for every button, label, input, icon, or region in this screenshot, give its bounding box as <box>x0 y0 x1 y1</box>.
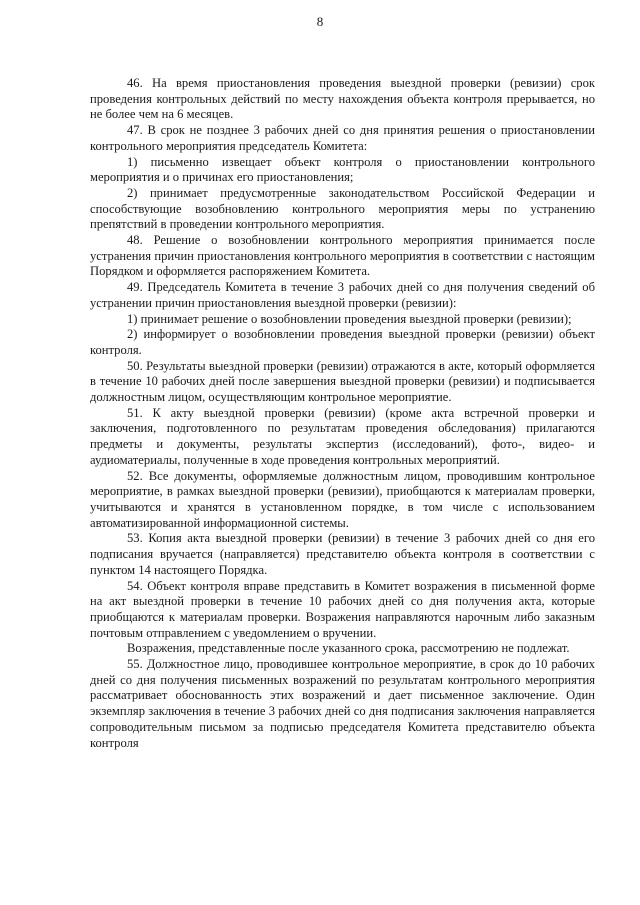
document-body <box>90 76 595 751</box>
paragraph-47: 47. В срок не позднее 3 рабочих дней со дня принятия решения о приостановлении контрольного мероприятия председатель Комитета: <box>90 123 595 153</box>
paragraph-46: 46. На время приостановления проведения выездной проверки (ревизии) срок проведения контрольных действий по месту нахождения объекта контроля прерывается, но не более чем на 6 месяцев. <box>90 76 595 122</box>
paragraph-49-item-1: 1) принимает решение о возобновлении проведения выездной проверки (ревизии); <box>127 311 572 326</box>
paragraph-47-item-1: 1) письменно извещает объект контроля о приостановлении контрольного мероприятия и о причинах его приостановления; <box>90 154 595 185</box>
paragraph-49-item-2: 2) информирует о возобновлении проведения выездной проверки (ревизии) объект контроля. <box>90 327 595 357</box>
paragraph-47-item-2: 2) принимает предусмотренные законодательством Российской Федерации и способствующие возобновлению контрольного мероприятия меры по устранению препятствий в проведении контрольного мероприятия. <box>90 185 595 232</box>
paragraph-55: 55. Должностное лицо, проводившее контрольное мероприятие, в срок до 10 рабочих дней со дня получения письменных возражений по результатам контрольного мероприятия рассматривает обоснованность этих возражений и дает письменное заключение. Один экземпляр заключения в течение 3 рабочих дней со дня подписания заключения направляется сопроводительным письмом за подписью председателя Комитета представителю объекта контроля <box>90 657 595 750</box>
paragraph-52: 52. Все документы, оформляемые должностным лицом, проводившим контрольное мероприятие, в рамках выездной проверки (ревизии), приобщаются к материалам проверки, учитываются и хранятся в установленном порядке, в том числе с использованием автоматизированной информационной системы. <box>90 468 595 530</box>
paragraph-48: 48. Решение о возобновлении контрольного мероприятия принимается после устранения причин приостановления контрольного мероприятия в соответствии с настоящим Порядком и оформляется распоряжением Комитета. <box>90 233 595 279</box>
paragraph-54: 54. Объект контроля вправе представить в Комитет возражения в письменной форме на акт выездной проверки в течение 10 рабочих дней со дня получения акта, которые приобщаются к материалам проверки. Возражения направляются нарочным либо заказным почтовым отправлением с уведомлением о вручении. <box>90 578 595 640</box>
paragraph-53: 53. Копия акта выездной проверки (ревизии) в течение 3 рабочих дней со дня его подписания вручается (направляется) представителю объекта контроля в соответствии с пунктом 14 настоящего Порядка. <box>90 531 595 577</box>
paragraph-49: 49. Председатель Комитета в течение 3 рабочих дней со дня получения сведений об устранении причин приостановления выездной проверки (ревизии): <box>90 280 595 310</box>
paragraph-50: 50. Результаты выездной проверки (ревизии) отражаются в акте, который оформляется в течение 10 рабочих дней после завершения выездной проверки (ревизии) и подписывается должностным лицом, осуществляющим контрольное мероприятие. <box>90 358 595 405</box>
paragraph-51: 51. К акту выездной проверки (ревизии) (кроме акта встречной проверки и заключения, подготовленного по результатам проведения обследования) прилагаются предметы и документы, результаты экспертиз (исследований), фото-, видео- и аудиоматериалы, полученные в ходе проведения контрольных мероприятий. <box>90 405 595 467</box>
page-number: 8 <box>316 14 324 29</box>
paragraph-54-objections: Возражения, представленные после указанного срока, рассмотрению не подлежат. <box>127 641 570 656</box>
